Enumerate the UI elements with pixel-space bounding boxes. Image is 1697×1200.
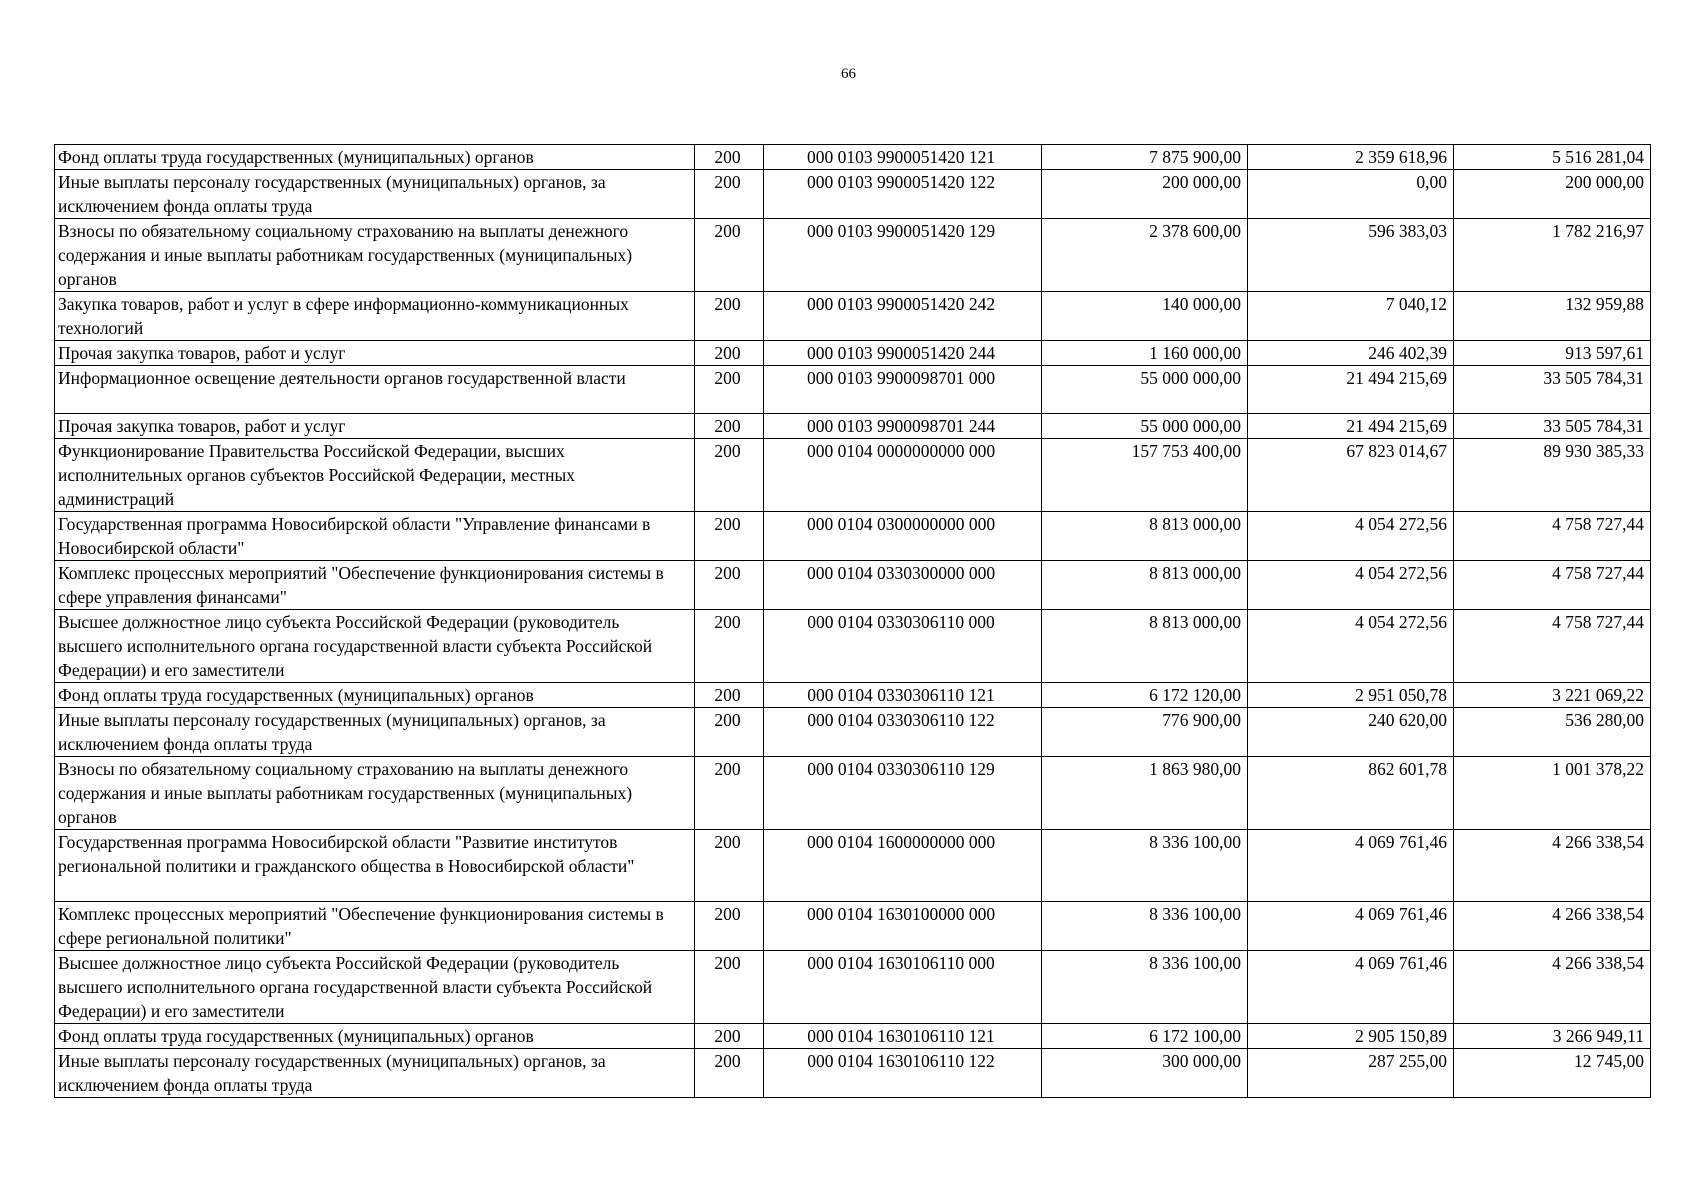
row-classification-code-cell: 000 0103 9900098701 000 xyxy=(764,366,1042,414)
row-line-code-cell: 200 xyxy=(695,902,764,951)
row-remaining-amount-cell: 33 505 784,31 xyxy=(1454,414,1651,439)
row-name-cell: Фонд оплаты труда государственных (муниципальных) органов xyxy=(55,1024,695,1049)
row-classification-code-cell: 000 0104 0330306110 000 xyxy=(764,610,1042,683)
row-line-code-cell: 200 xyxy=(695,439,764,512)
row-executed-amount-cell: 4 069 761,46 xyxy=(1248,902,1454,951)
row-executed-amount-cell: 240 620,00 xyxy=(1248,708,1454,757)
row-remaining-amount-cell: 913 597,61 xyxy=(1454,341,1651,366)
row-classification-code-cell: 000 0103 9900051420 242 xyxy=(764,292,1042,341)
row-name-cell: Высшее должностное лицо субъекта Российской Федерации (руководитель высшего исполнительного органа государственной власти субъекта Российской Федерации) и его заместители xyxy=(55,610,695,683)
row-approved-amount-cell: 2 378 600,00 xyxy=(1042,219,1248,292)
row-name-cell: Прочая закупка товаров, работ и услуг xyxy=(55,414,695,439)
table-body xyxy=(55,145,1651,1098)
row-approved-amount-cell: 200 000,00 xyxy=(1042,170,1248,219)
row-name-cell: Высшее должностное лицо субъекта Российской Федерации (руководитель высшего исполнительного органа государственной власти субъекта Российской Федерации) и его заместители xyxy=(55,951,695,1024)
table-row xyxy=(55,1049,1651,1098)
row-executed-amount-cell: 862 601,78 xyxy=(1248,757,1454,830)
row-line-code-cell: 200 xyxy=(695,610,764,683)
row-executed-amount-cell: 21 494 215,69 xyxy=(1248,414,1454,439)
row-approved-amount-cell: 8 336 100,00 xyxy=(1042,902,1248,951)
table-row xyxy=(55,708,1651,757)
table-row xyxy=(55,683,1651,708)
table-row xyxy=(55,439,1651,512)
row-name-cell: Комплекс процессных мероприятий "Обеспечение функционирования системы в сфере управления финансами" xyxy=(55,561,695,610)
table-row xyxy=(55,561,1651,610)
row-approved-amount-cell: 1 160 000,00 xyxy=(1042,341,1248,366)
row-line-code-cell: 200 xyxy=(695,414,764,439)
row-executed-amount-cell: 246 402,39 xyxy=(1248,341,1454,366)
row-name-cell: Прочая закупка товаров, работ и услуг xyxy=(55,341,695,366)
row-classification-code-cell: 000 0103 9900051420 129 xyxy=(764,219,1042,292)
row-line-code-cell: 200 xyxy=(695,1024,764,1049)
row-remaining-amount-cell: 4 758 727,44 xyxy=(1454,561,1651,610)
row-executed-amount-cell: 21 494 215,69 xyxy=(1248,366,1454,414)
row-name-cell: Информационное освещение деятельности органов государственной власти xyxy=(55,366,695,414)
row-name-cell: Государственная программа Новосибирской области "Развитие институтов региональной политики и гражданского общества в Новосибирской области" xyxy=(55,830,695,902)
row-name-cell: Взносы по обязательному социальному страхованию на выплаты денежного содержания и иные выплаты работникам государственных (муниципальных) органов xyxy=(55,219,695,292)
table-row xyxy=(55,1024,1651,1049)
row-approved-amount-cell: 8 813 000,00 xyxy=(1042,512,1248,561)
row-executed-amount-cell: 2 951 050,78 xyxy=(1248,683,1454,708)
row-executed-amount-cell: 4 069 761,46 xyxy=(1248,951,1454,1024)
row-classification-code-cell: 000 0104 1630100000 000 xyxy=(764,902,1042,951)
row-classification-code-cell: 000 0103 9900051420 244 xyxy=(764,341,1042,366)
row-approved-amount-cell: 55 000 000,00 xyxy=(1042,366,1248,414)
row-line-code-cell: 200 xyxy=(695,292,764,341)
row-name-cell: Функционирование Правительства Российской Федерации, высших исполнительных органов субъектов Российской Федерации, местных администраций xyxy=(55,439,695,512)
table-row xyxy=(55,219,1651,292)
row-executed-amount-cell: 596 383,03 xyxy=(1248,219,1454,292)
row-approved-amount-cell: 157 753 400,00 xyxy=(1042,439,1248,512)
row-approved-amount-cell: 6 172 100,00 xyxy=(1042,1024,1248,1049)
table-row xyxy=(55,951,1651,1024)
row-classification-code-cell: 000 0104 0000000000 000 xyxy=(764,439,1042,512)
row-line-code-cell: 200 xyxy=(695,951,764,1024)
row-name-cell: Взносы по обязательному социальному страхованию на выплаты денежного содержания и иные выплаты работникам государственных (муниципальных) органов xyxy=(55,757,695,830)
row-line-code-cell: 200 xyxy=(695,1049,764,1098)
row-classification-code-cell: 000 0104 0330306110 122 xyxy=(764,708,1042,757)
row-name-cell: Иные выплаты персоналу государственных (муниципальных) органов, за исключением фонда оплаты труда xyxy=(55,170,695,219)
row-line-code-cell: 200 xyxy=(695,366,764,414)
row-approved-amount-cell: 140 000,00 xyxy=(1042,292,1248,341)
row-line-code-cell: 200 xyxy=(695,757,764,830)
row-line-code-cell: 200 xyxy=(695,708,764,757)
table-row xyxy=(55,341,1651,366)
table-row xyxy=(55,757,1651,830)
row-line-code-cell: 200 xyxy=(695,145,764,170)
row-remaining-amount-cell: 89 930 385,33 xyxy=(1454,439,1651,512)
row-approved-amount-cell: 776 900,00 xyxy=(1042,708,1248,757)
row-remaining-amount-cell: 4 758 727,44 xyxy=(1454,512,1651,561)
budget-execution-table xyxy=(54,144,1651,1098)
row-name-cell: Государственная программа Новосибирской области "Управление финансами в Новосибирской области" xyxy=(55,512,695,561)
row-remaining-amount-cell: 200 000,00 xyxy=(1454,170,1651,219)
row-remaining-amount-cell: 1 001 378,22 xyxy=(1454,757,1651,830)
table-row xyxy=(55,170,1651,219)
row-line-code-cell: 200 xyxy=(695,561,764,610)
row-classification-code-cell: 000 0103 9900051420 121 xyxy=(764,145,1042,170)
row-remaining-amount-cell: 4 266 338,54 xyxy=(1454,830,1651,902)
row-name-cell: Иные выплаты персоналу государственных (муниципальных) органов, за исключением фонда оплаты труда xyxy=(55,708,695,757)
row-executed-amount-cell: 4 054 272,56 xyxy=(1248,512,1454,561)
row-classification-code-cell: 000 0104 1600000000 000 xyxy=(764,830,1042,902)
table-row xyxy=(55,292,1651,341)
row-line-code-cell: 200 xyxy=(695,170,764,219)
row-remaining-amount-cell: 3 221 069,22 xyxy=(1454,683,1651,708)
row-classification-code-cell: 000 0104 0300000000 000 xyxy=(764,512,1042,561)
page-number: 66 xyxy=(841,66,856,82)
row-executed-amount-cell: 4 054 272,56 xyxy=(1248,561,1454,610)
row-line-code-cell: 200 xyxy=(695,219,764,292)
row-classification-code-cell: 000 0103 9900098701 244 xyxy=(764,414,1042,439)
row-remaining-amount-cell: 33 505 784,31 xyxy=(1454,366,1651,414)
row-remaining-amount-cell: 536 280,00 xyxy=(1454,708,1651,757)
row-remaining-amount-cell: 4 758 727,44 xyxy=(1454,610,1651,683)
row-classification-code-cell: 000 0104 0330306110 121 xyxy=(764,683,1042,708)
table-row xyxy=(55,414,1651,439)
row-executed-amount-cell: 287 255,00 xyxy=(1248,1049,1454,1098)
row-approved-amount-cell: 55 000 000,00 xyxy=(1042,414,1248,439)
row-classification-code-cell: 000 0103 9900051420 122 xyxy=(764,170,1042,219)
row-remaining-amount-cell: 1 782 216,97 xyxy=(1454,219,1651,292)
row-name-cell: Фонд оплаты труда государственных (муниципальных) органов xyxy=(55,683,695,708)
table-row xyxy=(55,902,1651,951)
row-line-code-cell: 200 xyxy=(695,341,764,366)
row-line-code-cell: 200 xyxy=(695,683,764,708)
row-executed-amount-cell: 67 823 014,67 xyxy=(1248,439,1454,512)
row-classification-code-cell: 000 0104 0330306110 129 xyxy=(764,757,1042,830)
row-approved-amount-cell: 7 875 900,00 xyxy=(1042,145,1248,170)
row-line-code-cell: 200 xyxy=(695,830,764,902)
row-executed-amount-cell: 7 040,12 xyxy=(1248,292,1454,341)
row-approved-amount-cell: 6 172 120,00 xyxy=(1042,683,1248,708)
row-executed-amount-cell: 0,00 xyxy=(1248,170,1454,219)
row-remaining-amount-cell: 4 266 338,54 xyxy=(1454,902,1651,951)
table-row xyxy=(55,366,1651,414)
row-name-cell: Комплекс процессных мероприятий "Обеспечение функционирования системы в сфере региональной политики" xyxy=(55,902,695,951)
row-executed-amount-cell: 4 054 272,56 xyxy=(1248,610,1454,683)
row-name-cell: Закупка товаров, работ и услуг в сфере информационно-коммуникационных технологий xyxy=(55,292,695,341)
row-classification-code-cell: 000 0104 1630106110 122 xyxy=(764,1049,1042,1098)
row-approved-amount-cell: 8 336 100,00 xyxy=(1042,951,1248,1024)
row-approved-amount-cell: 8 813 000,00 xyxy=(1042,561,1248,610)
row-remaining-amount-cell: 3 266 949,11 xyxy=(1454,1024,1651,1049)
table-row xyxy=(55,145,1651,170)
row-approved-amount-cell: 8 813 000,00 xyxy=(1042,610,1248,683)
row-remaining-amount-cell: 4 266 338,54 xyxy=(1454,951,1651,1024)
row-executed-amount-cell: 4 069 761,46 xyxy=(1248,830,1454,902)
table-row xyxy=(55,610,1651,683)
row-approved-amount-cell: 300 000,00 xyxy=(1042,1049,1248,1098)
row-approved-amount-cell: 8 336 100,00 xyxy=(1042,830,1248,902)
row-line-code-cell: 200 xyxy=(695,512,764,561)
row-remaining-amount-cell: 132 959,88 xyxy=(1454,292,1651,341)
table-row xyxy=(55,512,1651,561)
row-executed-amount-cell: 2 905 150,89 xyxy=(1248,1024,1454,1049)
table-row xyxy=(55,830,1651,902)
row-classification-code-cell: 000 0104 1630106110 000 xyxy=(764,951,1042,1024)
row-classification-code-cell: 000 0104 0330300000 000 xyxy=(764,561,1042,610)
row-name-cell: Иные выплаты персоналу государственных (муниципальных) органов, за исключением фонда оплаты труда xyxy=(55,1049,695,1098)
row-remaining-amount-cell: 12 745,00 xyxy=(1454,1049,1651,1098)
row-executed-amount-cell: 2 359 618,96 xyxy=(1248,145,1454,170)
row-approved-amount-cell: 1 863 980,00 xyxy=(1042,757,1248,830)
row-remaining-amount-cell: 5 516 281,04 xyxy=(1454,145,1651,170)
row-name-cell: Фонд оплаты труда государственных (муниципальных) органов xyxy=(55,145,695,170)
row-classification-code-cell: 000 0104 1630106110 121 xyxy=(764,1024,1042,1049)
